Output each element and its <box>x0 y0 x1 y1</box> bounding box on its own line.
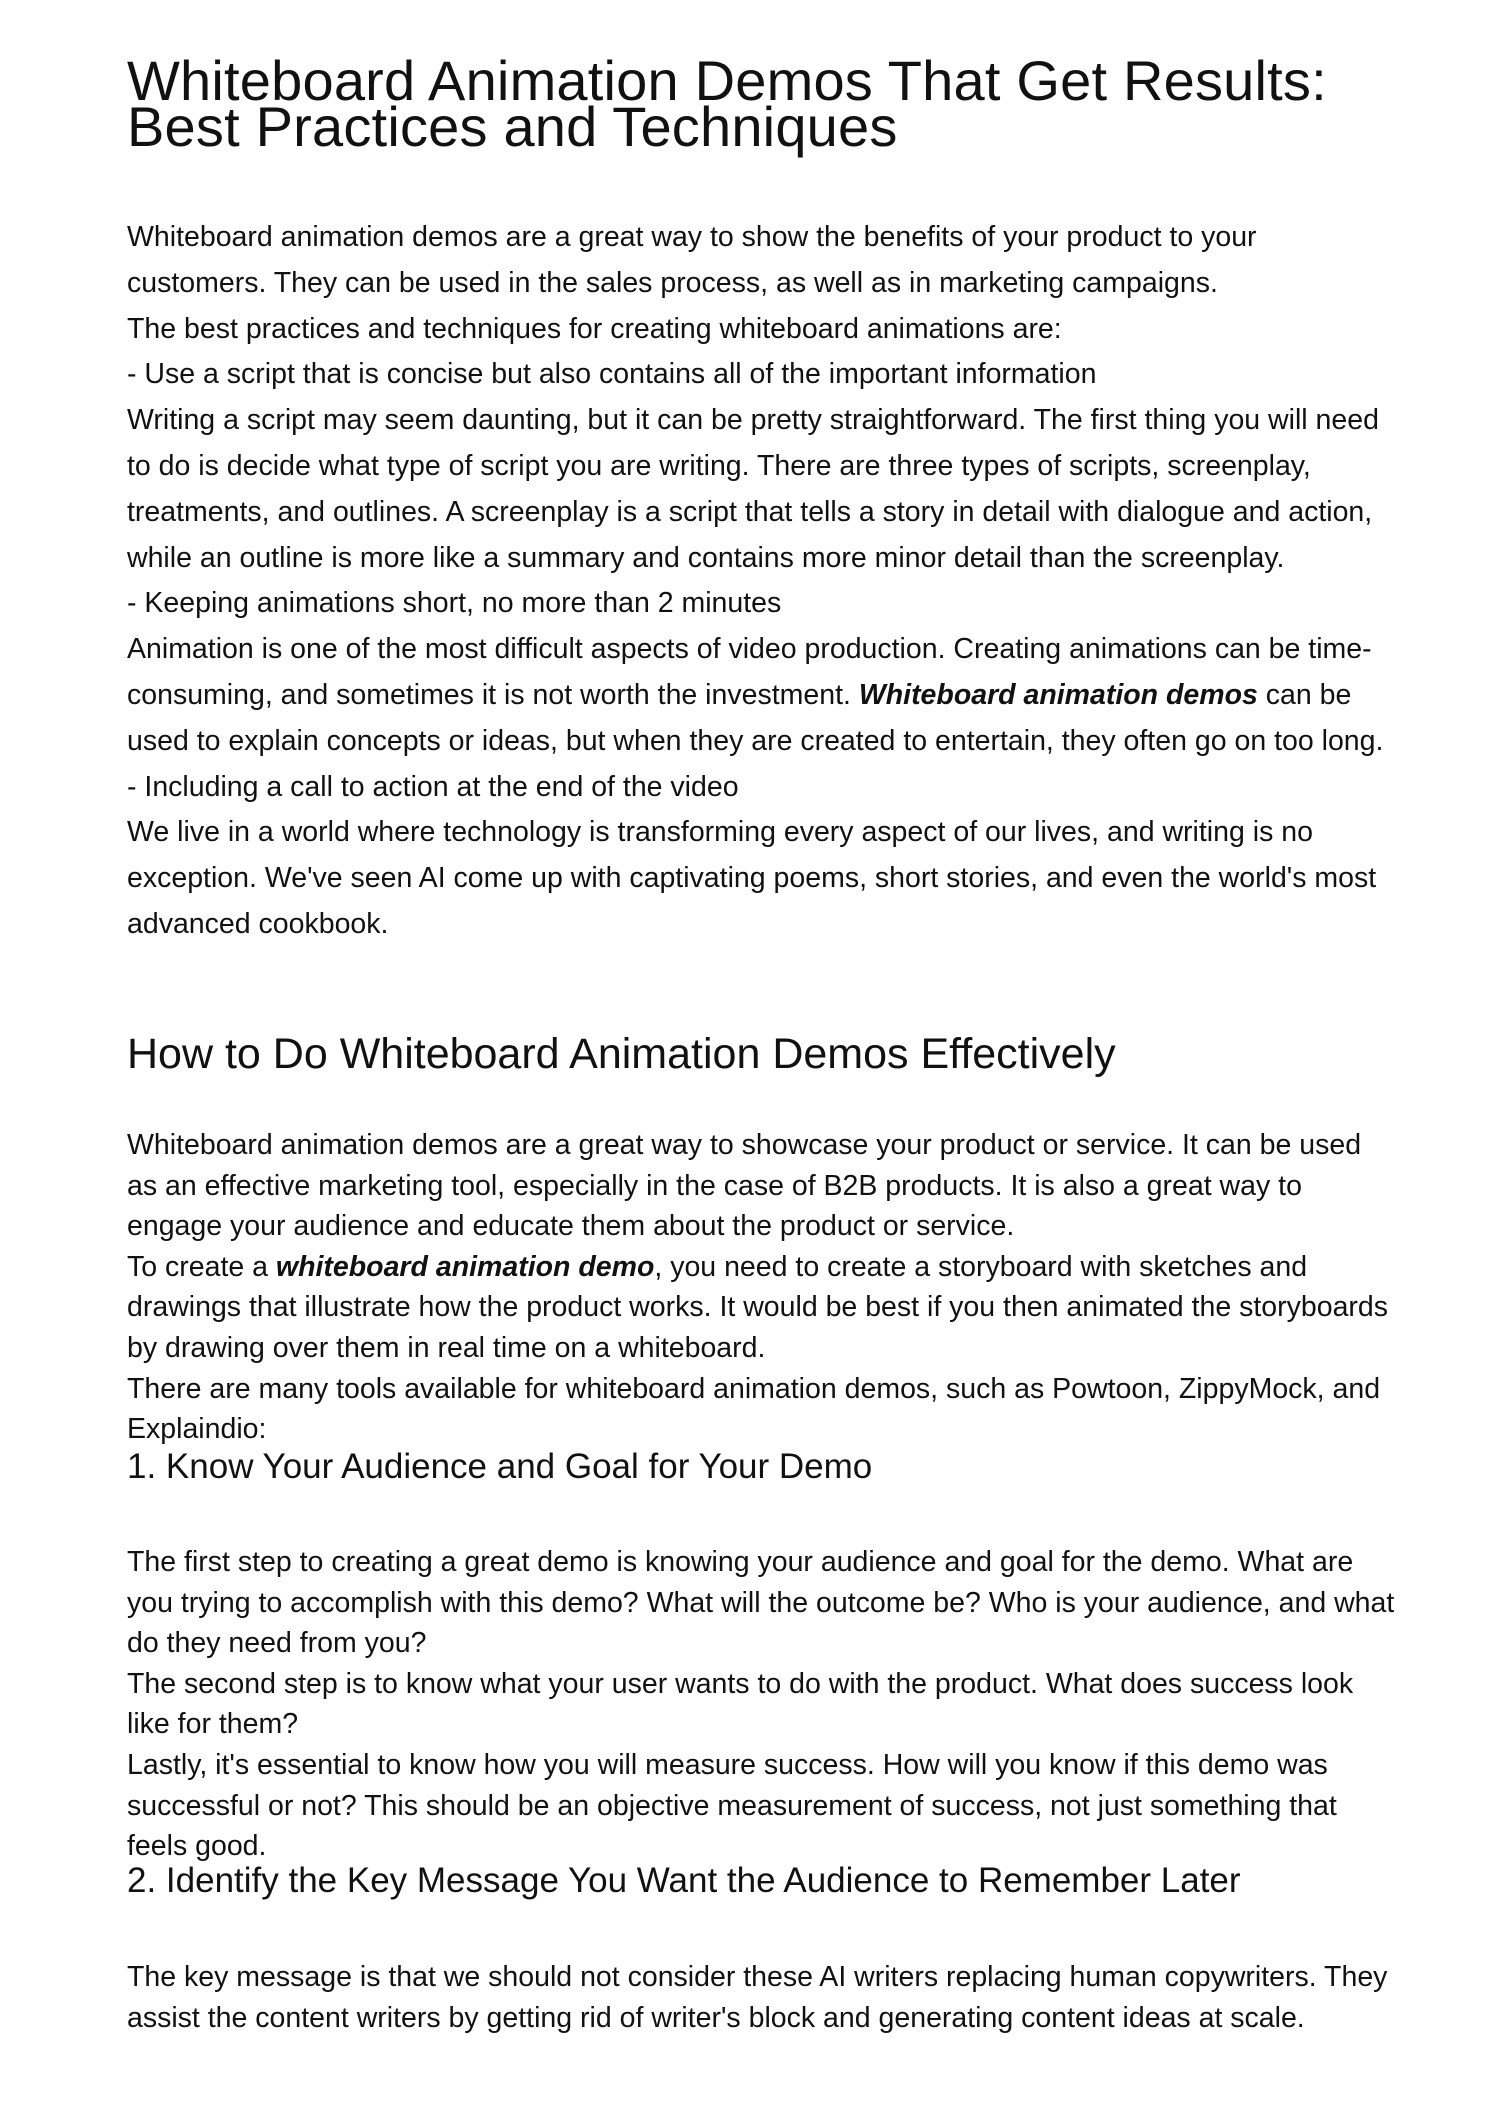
section-effective-body <box>127 1125 1397 1450</box>
key-message-paragraph-1: The key message is that we should not consider these AI writers replacing human copywriters. They assist the content writers by getting rid of writer's block and generating content ideas at scale. <box>127 1961 1388 2034</box>
effective-paragraph-2 <box>127 1247 1397 1369</box>
effective-paragraph-3: There are many tools available for whiteboard animation demos, such as Powtoon, ZippyMock, and Explaindio: <box>127 1372 1381 1446</box>
subheading-key-message: 2. Identify the Key Message You Want the Audience to Remember Later <box>127 1861 1241 1900</box>
subheading-know-audience: 1. Know Your Audience and Goal for Your Demo <box>127 1447 873 1486</box>
intro-paragraph-animation <box>127 627 1397 764</box>
intro-paragraph-script: Writing a script may seem daunting, but it can be pretty straightforward. The first thing you will need to do is decide what type of script you are writing. There are three types of scripts, screenplay, treatments, and outlines. A screenplay is a script that tells a story in detail with dialogue and action, while an outline is more like a summary and contains more minor detail than the screenplay. <box>127 404 1379 574</box>
section-heading-effective: How to Do Whiteboard Animation Demos Effectively <box>127 1030 1116 1078</box>
emphasis-keyword: Whiteboard animation demos <box>858 678 1258 711</box>
intro-paragraph-animation-start: Animation is one of the most difficult aspects of video production. Creating animations can be time-consuming, and sometimes it is not worth the investment. <box>127 633 1372 711</box>
effective-paragraph-1: Whiteboard animation demos are a great way to showcase your product or service. It can be used as an effective marketing tool, especially in the case of B2B products. It is also a great way to engage your audience and educate them about the product or service. <box>127 1129 1362 1243</box>
intro-paragraph-technology: We live in a world where technology is transforming every aspect of our lives, and writing is no exception. We've seen AI come up with captivating poems, short stories, and even the world's most advanced cookbook. <box>127 816 1377 940</box>
intro-section <box>127 215 1397 948</box>
intro-paragraph-1: Whiteboard animation demos are a great way to show the benefits of your product to your customers. They can be used in the sales process, as well as in marketing campaigns. <box>127 221 1257 299</box>
section-audience-body <box>127 1542 1397 1867</box>
emphasis-keyword: whiteboard animation demo <box>275 1250 655 1283</box>
audience-paragraph-1: The first step to creating a great demo is knowing your audience and goal for the demo. What are you trying to accomplish with this demo? What will the outcome be? Who is your audience, and what do they need from you? <box>127 1546 1395 1660</box>
effective-paragraph-2-end: , you need to create a storyboard with sketches and drawings that illustrate how the product works. It would be best if you then animated the storyboards by drawing over them in real time on a whiteboard. <box>127 1250 1389 1364</box>
section-key-message-body <box>127 1957 1397 2038</box>
intro-paragraph-animation-end: can be used to explain concepts or ideas, but when they are created to entertain, they often go on too long. <box>127 678 1384 757</box>
audience-paragraph-3: Lastly, it's essential to know how you will measure success. How will you know if this demo was successful or not? This should be an objective measurement of success, not just something that feels good. <box>127 1748 1337 1863</box>
intro-bullet-cta: - Including a call to action at the end of the video <box>127 770 739 803</box>
page-title: Whiteboard Animation Demos That Get Results: Best Practices and Techniques <box>127 49 1327 158</box>
effective-paragraph-2-start: To create a <box>127 1250 276 1283</box>
intro-paragraph-2: The best practices and techniques for creating whiteboard animations are: <box>127 312 1062 345</box>
audience-paragraph-2: The second step is to know what your user wants to do with the product. What does success look like for them? <box>127 1667 1354 1741</box>
intro-bullet-short: - Keeping animations short, no more than 2 minutes <box>127 587 782 620</box>
intro-bullet-script: - Use a script that is concise but also contains all of the important information <box>127 358 1097 391</box>
